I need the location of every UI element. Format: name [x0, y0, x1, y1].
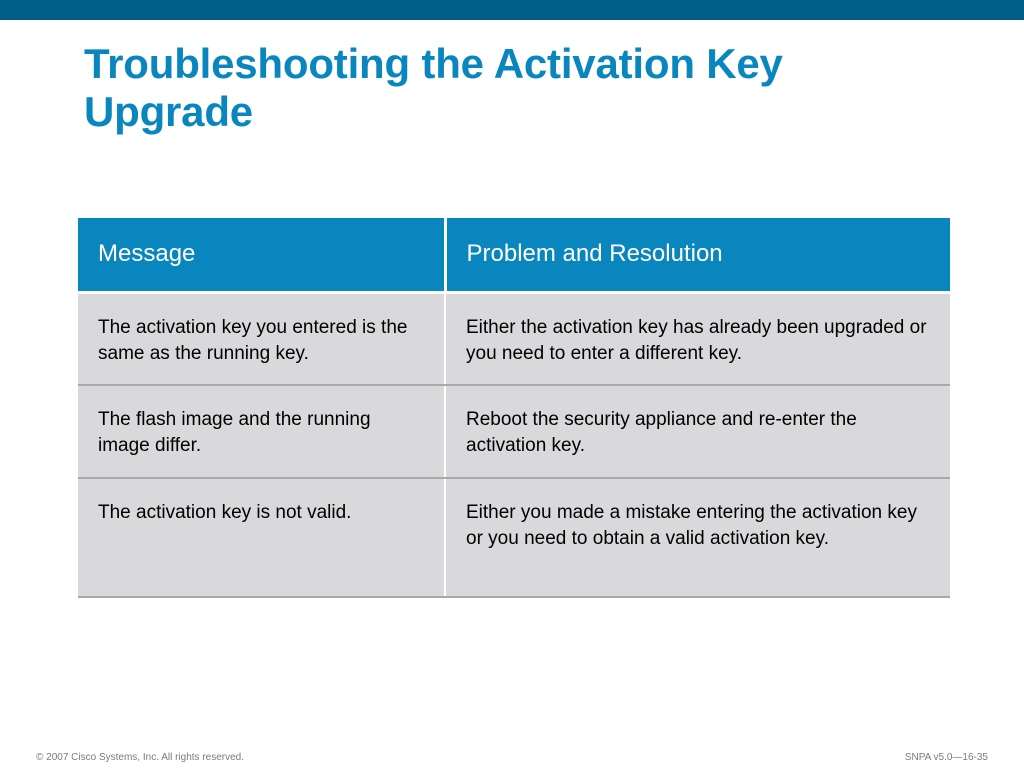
row-message: The activation key is not valid. [78, 478, 445, 597]
footer-copyright: © 2007 Cisco Systems, Inc. All rights reserved. [36, 752, 245, 763]
table-row [78, 385, 950, 478]
table-row [78, 292, 950, 385]
row-resolution: Either you made a mistake entering the activation key or you need to obtain a valid activation key. [445, 478, 950, 597]
row-resolution: Either the activation key has already been upgraded or you need to enter a different key. [445, 292, 950, 385]
troubleshooting-table [78, 218, 950, 598]
table-header-row [78, 218, 950, 292]
table-row [78, 478, 950, 597]
row-resolution: Reboot the security appliance and re-enter the activation key. [445, 385, 950, 478]
header-message: Message [78, 218, 445, 292]
slide-title-line-1: Troubleshooting the Activation Key [84, 40, 783, 87]
slide-title [84, 40, 964, 136]
slide-title-line-2: Upgrade [84, 88, 253, 135]
header-problem-resolution: Problem and Resolution [445, 218, 950, 292]
top-bar [0, 0, 1024, 20]
row-message: The flash image and the running image differ. [78, 385, 445, 478]
row-message: The activation key you entered is the same as the running key. [78, 292, 445, 385]
footer-course-code: SNPA v5.0—16-35 [904, 752, 988, 763]
